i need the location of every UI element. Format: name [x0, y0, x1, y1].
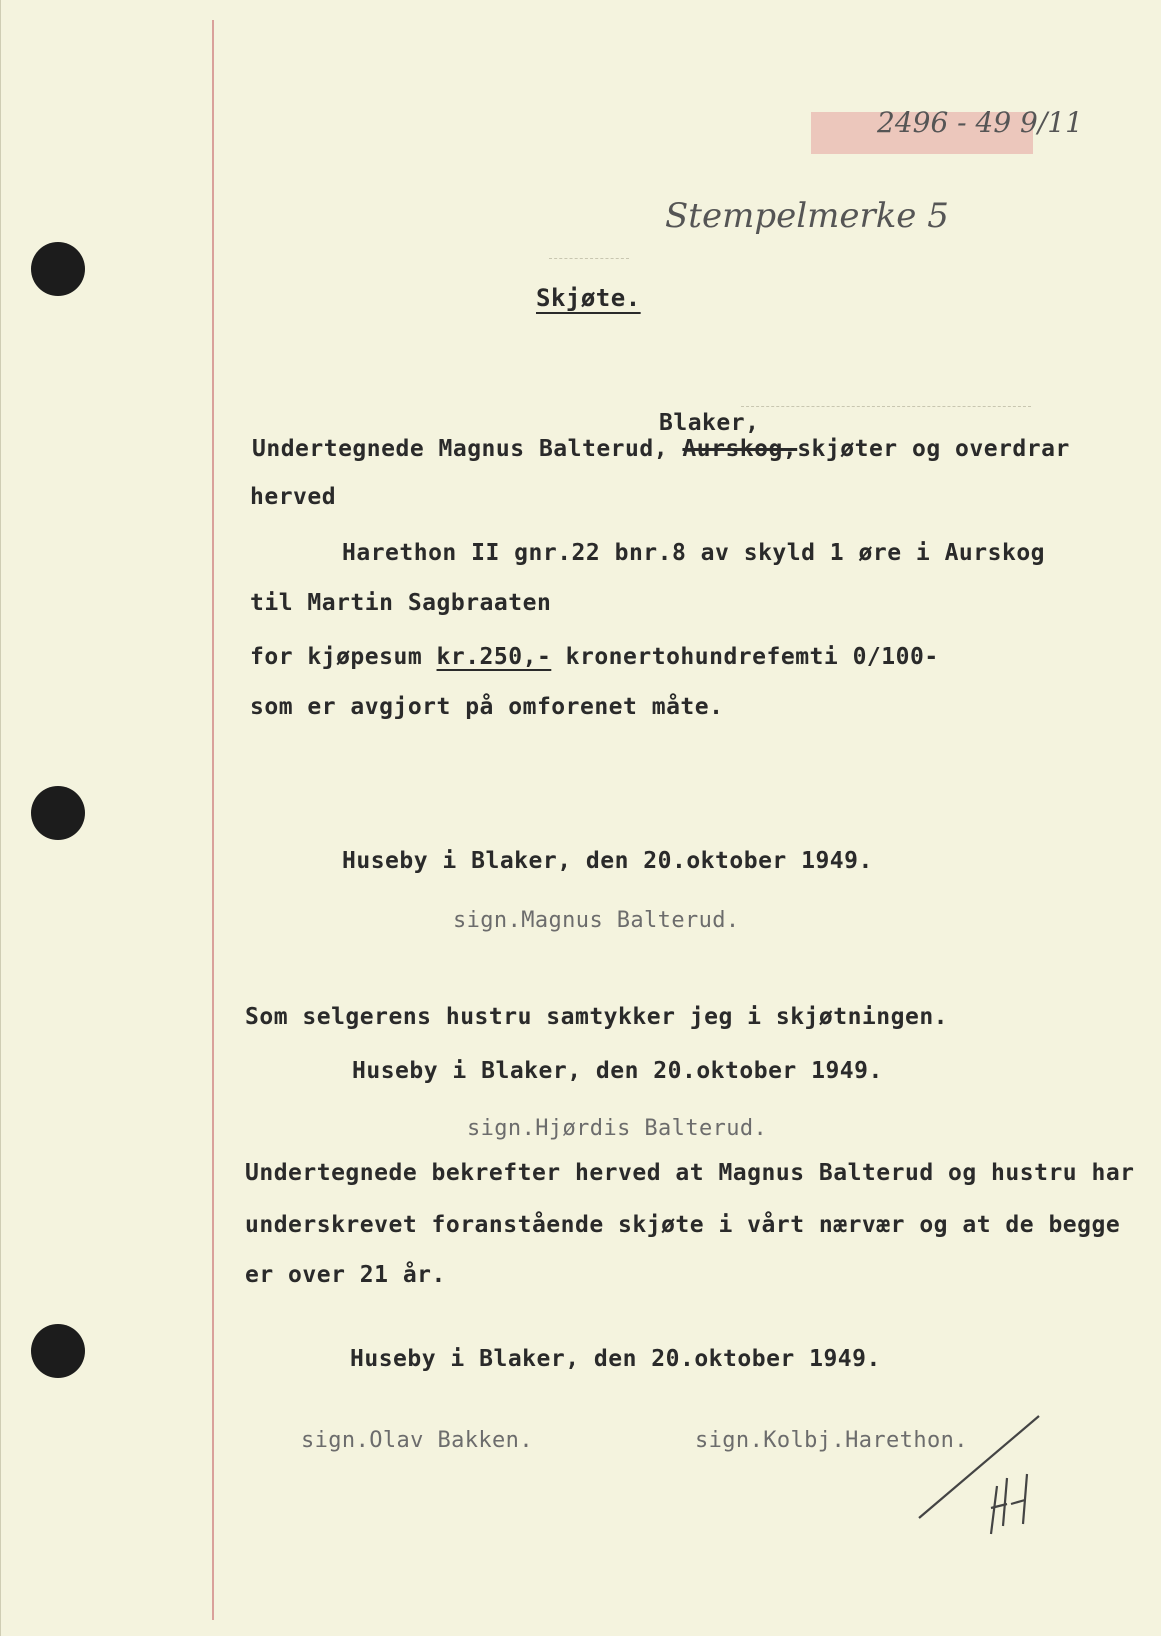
faint-dash-insert — [741, 406, 1031, 408]
handwritten-stamp-note: Stempelmerke 5 — [665, 196, 949, 236]
punch-hole-top — [31, 242, 85, 296]
body-line-4: til Martin Sagbraaten — [250, 590, 552, 616]
faint-dash — [549, 258, 629, 260]
place-date-1: Huseby i Blaker, den 20.oktober 1949. — [342, 848, 873, 874]
signature-seller: sign.Magnus Balterud. — [453, 908, 740, 933]
signature-witness-2: sign.Kolbj.Harethon. — [695, 1428, 968, 1453]
body-line-5-a: for kjøpesum — [250, 644, 437, 670]
inserted-word: Blaker, — [659, 410, 760, 436]
margin-rule — [212, 20, 214, 1620]
witness-line-3: er over 21 år. — [245, 1262, 446, 1288]
body-line-5 — [250, 644, 939, 670]
signature-witness-1: sign.Olav Bakken. — [301, 1428, 533, 1453]
body-line-1 — [252, 436, 1070, 462]
purchase-amount: kr.250,- — [436, 644, 552, 670]
place-date-2: Huseby i Blaker, den 20.oktober 1949. — [352, 1058, 883, 1084]
punch-hole-bottom — [31, 1324, 85, 1378]
place-date-3: Huseby i Blaker, den 20.oktober 1949. — [350, 1346, 881, 1372]
body-line-1-b: skjøter og overdrar — [797, 436, 1070, 462]
witness-line-1: Undertegnede bekrefter herved at Magnus Balterud og hustru har — [245, 1160, 1135, 1186]
body-line-2: herved — [250, 484, 337, 510]
body-line-5-b: kronertohundrefemti 0/100- — [551, 644, 939, 670]
initials-signature — [911, 1408, 1051, 1538]
body-line-6: som er avgjort på omforenet måte. — [250, 694, 724, 720]
document-title: Skjøte. — [536, 284, 641, 312]
handwritten-reference: 2496 - 49 9/11 — [877, 106, 1083, 139]
body-line-3: Harethon II gnr.22 bnr.8 av skyld 1 øre i Aurskog — [342, 540, 1046, 566]
consent-line: Som selgerens hustru samtykker jeg i skjøtningen. — [245, 1004, 949, 1030]
struck-word: Aurskog, — [682, 436, 798, 462]
body-line-1-a: Undertegnede Magnus Balterud, — [252, 436, 683, 462]
signature-spouse: sign.Hjørdis Balterud. — [467, 1116, 768, 1141]
punch-hole-middle — [31, 786, 85, 840]
witness-line-2: underskrevet foranstående skjøte i vårt nærvær og at de begge — [245, 1212, 1121, 1238]
